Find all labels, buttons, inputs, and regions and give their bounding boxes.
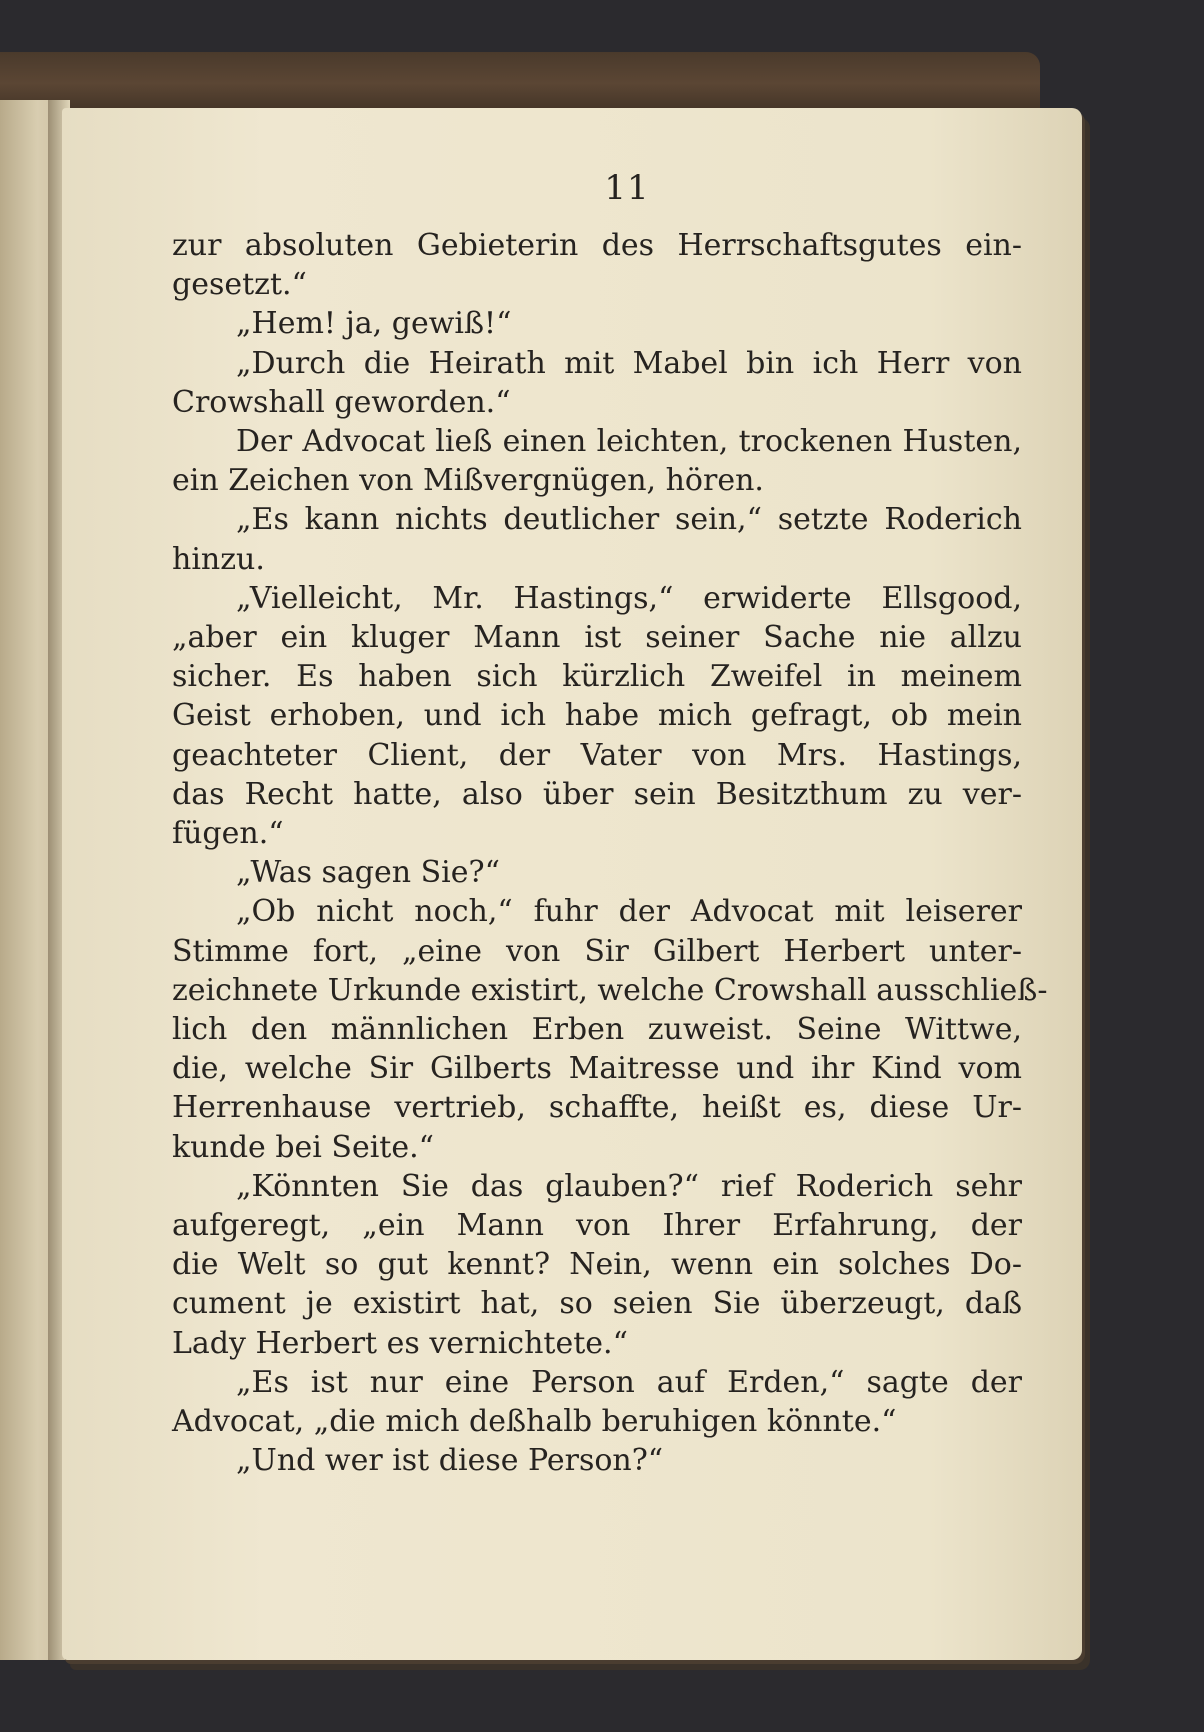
text-line: Herrenhause vertrieb, schaffte, heißt es, diese Ur- [172, 1090, 1022, 1126]
page-number: 11 [604, 168, 650, 208]
text-line: Advocat, „die mich deßhalb beruhigen könnte.“ [172, 1404, 897, 1440]
text-line: das Recht hatte, also über sein Besitzthum zu ver- [172, 776, 1022, 812]
text-line: „Ob nicht noch,“ fuhr der Advocat mit leiserer [236, 894, 1022, 930]
text-line: „Und wer ist diese Person?“ [236, 1443, 664, 1479]
text-line: „Es ist nur eine Person auf Erden,“ sagte der [236, 1364, 1022, 1400]
text-line: sicher. Es haben sich kürzlich Zweifel in meinem [172, 659, 1022, 695]
text-line: Stimme fort, „eine von Sir Gilbert Herbert unter- [172, 933, 1022, 969]
text-line: kunde bei Seite.“ [172, 1129, 434, 1165]
page-text-block [172, 168, 1048, 1481]
text-line: „aber ein kluger Mann ist seiner Sache nie allzu [172, 620, 1022, 656]
text-line: Crowshall geworden.“ [172, 384, 511, 420]
text-line: zeichnete Urkunde existirt, welche Crowshall ausschließ- [172, 972, 1048, 1008]
text-line: „Könnten Sie das glauben?“ rief Roderich sehr [236, 1168, 1022, 1204]
text-line: Der Advocat ließ einen leichten, trockenen Husten, [236, 424, 1022, 460]
text-line: „Was sagen Sie?“ [236, 855, 500, 891]
text-line: ein Zeichen von Mißvergnügen, hören. [172, 463, 764, 499]
text-line: Lady Herbert es vernichtete.“ [172, 1325, 628, 1361]
text-line: Geist erhoben, und ich habe mich gefragt, ob mein [172, 698, 1022, 734]
text-line: „Durch die Heirath mit Mabel bin ich Herr von [236, 345, 1022, 381]
text-line: „Hem! ja, gewiß!“ [236, 306, 512, 342]
text-line: die, welche Sir Gilberts Maitresse und ihr Kind vom [172, 1051, 1022, 1087]
book-page [62, 108, 1082, 1660]
text-line: gesetzt.“ [172, 267, 307, 303]
text-line: geachteter Client, der Vater von Mrs. Hastings, [172, 737, 1022, 773]
text-line: „Es kann nichts deutlicher sein,“ setzte Roderich [236, 502, 1022, 538]
text-line: lich den männlichen Erben zuweist. Seine Wittwe, [172, 1012, 1022, 1048]
text-line: fügen.“ [172, 816, 284, 852]
text-line: zur absoluten Gebieterin des Herrschaftsgutes ein- [172, 228, 1022, 263]
text-line: hinzu. [172, 541, 265, 577]
text-line: „Vielleicht, Mr. Hastings,“ erwiderte Ellsgood, [236, 580, 1022, 616]
text-line: cument je existirt hat, so seien Sie überzeugt, daß [172, 1286, 1022, 1322]
text-line: die Welt so gut kennt? Nein, wenn ein solches Do- [172, 1247, 1022, 1283]
body-text [172, 226, 1048, 1481]
text-line: aufgeregt, „ein Mann von Ihrer Erfahrung, der [172, 1208, 1022, 1244]
